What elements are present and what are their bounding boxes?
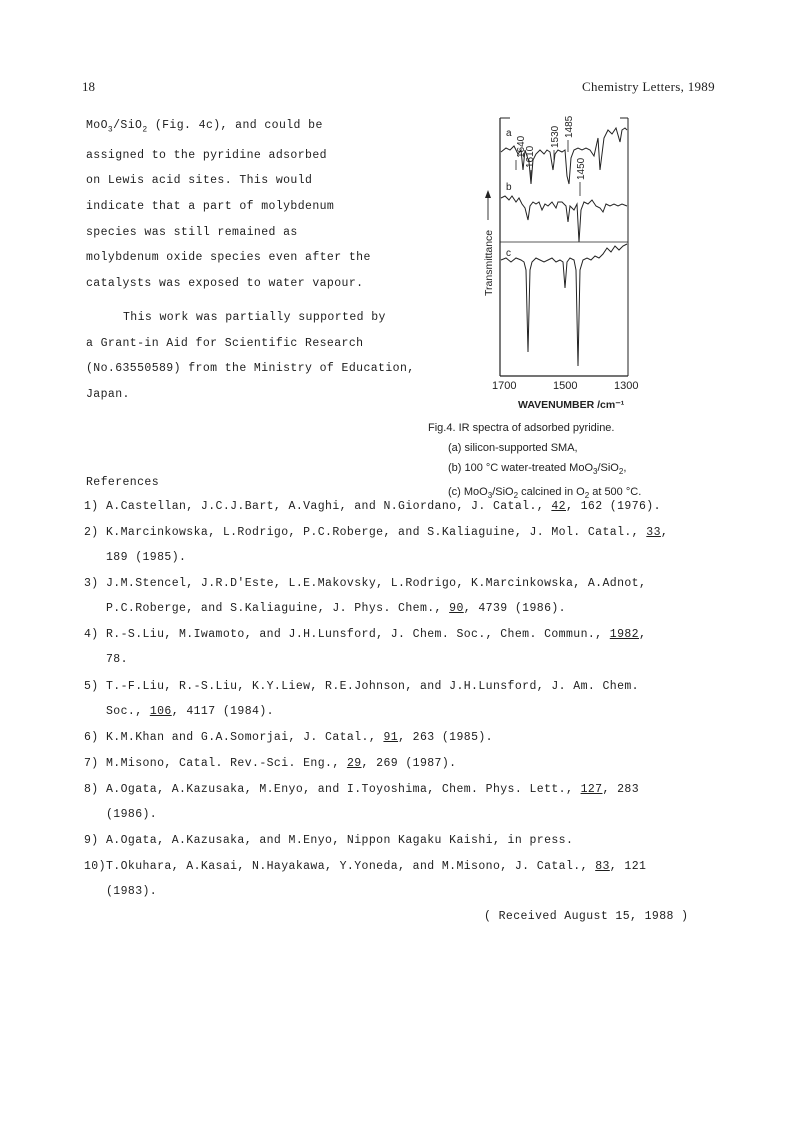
reference-item xyxy=(84,526,669,564)
reference-text: M.Misono, Catal. Rev.-Sci. Eng., 29, 269 (1987). xyxy=(106,757,457,770)
page-number: 18 xyxy=(82,79,95,94)
spectrum-curve-c xyxy=(501,244,627,366)
spectrum-curve-b xyxy=(501,196,627,242)
y-axis-label: Transmittance xyxy=(483,229,495,296)
acknowledgement-paragraph xyxy=(86,305,415,407)
reference-text: R.-S.Liu, M.Iwamoto, and J.H.Lunsford, J. Chem. Soc., Chem. Commun., 1982, xyxy=(106,628,647,641)
x-tick-label: 1700 xyxy=(492,380,517,392)
caption-title: Fig.4. IR spectra of adsorbed pyridine. xyxy=(428,422,615,434)
received-date: ( Received August 15, 1988 ) xyxy=(484,910,689,923)
text-line: a Grant-in Aid for Scientific Research xyxy=(86,336,364,350)
peak-label: 1640 xyxy=(516,135,527,158)
reference-item xyxy=(84,500,661,513)
x-axis-label: WAVENUMBER /cm⁻¹ xyxy=(518,399,625,411)
body-paragraph-1 xyxy=(86,113,371,296)
reference-item xyxy=(84,757,456,770)
text-line: on Lewis acid sites. This would xyxy=(86,174,313,188)
reference-number: 10) xyxy=(84,860,106,873)
reference-item xyxy=(84,783,639,821)
reference-number: 4) xyxy=(84,628,99,641)
reference-text: T.Okuhara, A.Kasai, N.Hayakawa, Y.Yoneda, and M.Misono, J. Catal., 83, 121 xyxy=(106,860,647,873)
reference-continuation: (1986). xyxy=(106,808,158,821)
reference-continuation: 189 (1985). xyxy=(106,551,187,564)
ir-spectra-figure xyxy=(470,110,670,415)
reference-continuation: Soc., 106, 4117 (1984). xyxy=(106,705,274,718)
reference-number: 2) xyxy=(84,526,99,539)
journal-title: Chemistry Letters, 1989 xyxy=(582,79,715,94)
caption-item-c: (c) MoO$_3$/SiO$_2$ calcined in $O_2$ at 500 °C. xyxy=(448,486,642,501)
reference-continuation: P.C.Roberge, and S.Kaliaguine, J. Phys. Chem., 90, 4739 (1986). xyxy=(106,602,566,615)
reference-item xyxy=(84,577,647,615)
references-heading: References xyxy=(86,476,160,489)
text-line: assigned to the pyridine adsorbed xyxy=(86,148,327,162)
peak-label: 1450 xyxy=(576,157,587,180)
text-line: This work was partially supported by xyxy=(123,311,386,324)
text-line: (No.63550589) from the Ministry of Education, xyxy=(86,362,415,376)
reference-number: 8) xyxy=(84,783,99,796)
peak-label: 1530 xyxy=(550,125,561,148)
reference-continuation: 78. xyxy=(106,653,128,666)
curve-label-a: a xyxy=(506,128,512,139)
x-tick-label: 1500 xyxy=(553,380,578,392)
reference-item xyxy=(84,731,493,744)
reference-text: A.Ogata, A.Kazusaka, and M.Enyo, Nippon Kagaku Kaishi, in press. xyxy=(106,834,574,847)
reference-item xyxy=(84,628,647,666)
curve-label-c: c xyxy=(506,248,511,259)
peak-label: 1610 xyxy=(525,145,536,168)
reference-number: 5) xyxy=(84,680,99,693)
text-line: catalysts was exposed to water vapour. xyxy=(86,276,364,290)
reference-text: K.Marcinkowska, L.Rodrigo, P.C.Roberge, and S.Kaliaguine, J. Mol. Catal., 33, xyxy=(106,526,669,539)
reference-number: 6) xyxy=(84,731,99,744)
reference-text: J.M.Stencel, J.R.D'Este, L.E.Makovsky, L.Rodrigo, K.Marcinkowska, A.Adnot, xyxy=(106,577,647,590)
reference-text: T.-F.Liu, R.-S.Liu, K.Y.Liew, R.E.Johnson, and J.H.Lunsford, J. Am. Chem. xyxy=(106,680,639,693)
text-line: MoO$_3$/SiO$_2$ (Fig. 4c), and could be xyxy=(86,119,323,135)
reference-text: A.Ogata, A.Kazusaka, M.Enyo, and I.Toyoshima, Chem. Phys. Lett., 127, 283 xyxy=(106,783,639,796)
x-tick-label: 1300 xyxy=(614,380,639,392)
text-line: Japan. xyxy=(86,387,130,401)
caption-item-b: (b) 100 °C water-treated MoO$_3$/SiO$_2$, xyxy=(448,462,627,477)
text-line: indicate that a part of molybdenum xyxy=(86,200,335,214)
peak-label: 1485 xyxy=(564,115,575,138)
reference-number: 3) xyxy=(84,577,99,590)
reference-text: A.Castellan, J.C.J.Bart, A.Vaghi, and N.Giordano, J. Catal., 42, 162 (1976). xyxy=(106,500,661,513)
reference-number: 7) xyxy=(84,757,99,770)
figure-caption xyxy=(428,418,641,506)
caption-item-a: (a) silicon-supported SMA, xyxy=(448,442,578,454)
reference-text: K.M.Khan and G.A.Somorjai, J. Catal., 91, 263 (1985). xyxy=(106,731,493,744)
reference-item xyxy=(84,834,573,847)
text-line: molybdenum oxide species even after the xyxy=(86,251,371,265)
curve-label-b: b xyxy=(506,182,512,193)
reference-number: 9) xyxy=(84,834,99,847)
text-line: species was still remained as xyxy=(86,225,298,239)
reference-number: 1) xyxy=(84,500,99,513)
reference-item xyxy=(84,860,647,898)
reference-item xyxy=(84,680,639,718)
reference-continuation: (1983). xyxy=(106,885,158,898)
